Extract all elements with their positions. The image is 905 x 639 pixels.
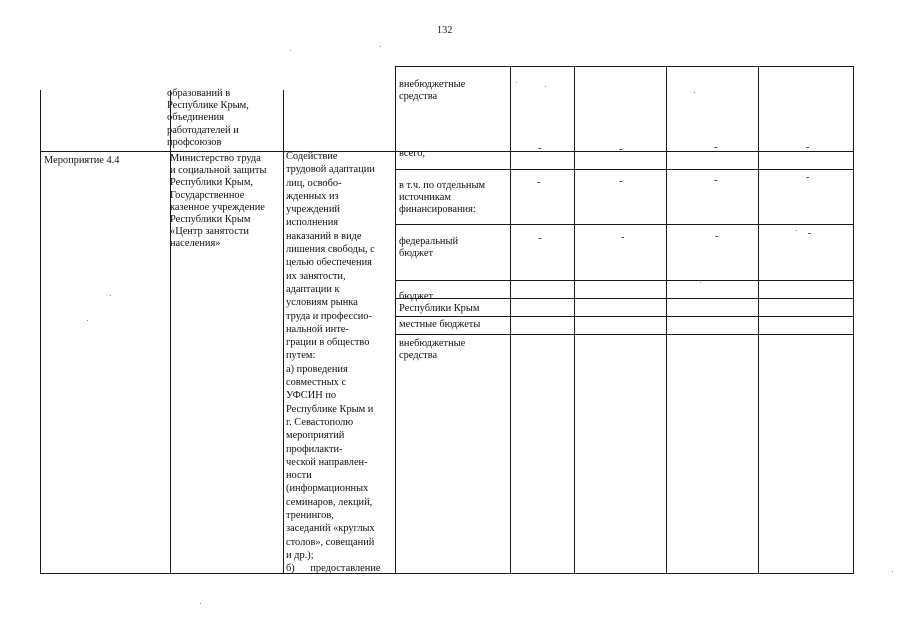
text-line: внебюджетные — [399, 338, 466, 349]
value-cell: - — [619, 144, 623, 155]
text-line: источникам — [399, 192, 451, 204]
text-line: Республике Крым и — [286, 403, 374, 415]
scan-speck — [694, 92, 695, 93]
text-line: тренингов, — [286, 510, 334, 522]
scan-speck — [290, 50, 291, 51]
value-cell: - — [806, 142, 810, 153]
text-line: г. Севастополю — [286, 416, 354, 428]
text-line: Республики Крым — [399, 303, 480, 315]
source-label-local — [399, 319, 509, 331]
measure-description-cell — [286, 150, 394, 576]
value-cell: - — [621, 232, 625, 243]
scan-speck — [200, 603, 201, 604]
text-line: казенное учреждение — [170, 201, 265, 213]
table-line — [395, 169, 854, 170]
budget-table — [40, 66, 854, 574]
text-line: столов», совещаний — [286, 536, 375, 548]
text-line: наказаний в виде — [286, 230, 362, 242]
text-line: учреждений — [286, 204, 340, 216]
text-line: труда и профессио- — [286, 310, 372, 322]
table-line — [853, 66, 854, 574]
table-line — [395, 66, 854, 67]
text-line: внебюджетные — [399, 79, 466, 90]
text-line: ческой направлен- — [286, 456, 368, 468]
text-line: всего, — [399, 148, 425, 159]
text-line: финансирования: — [399, 204, 476, 216]
text-line: объединения — [167, 112, 224, 124]
table-line — [510, 66, 511, 574]
table-line — [758, 66, 759, 574]
text-line: бюджет — [399, 248, 434, 260]
text-line: лишения свободы, с — [286, 244, 375, 256]
text-line: грации в общество — [286, 337, 370, 349]
scan-speck — [796, 230, 797, 231]
measure-executor-cell — [170, 153, 282, 251]
text-line: (информационных — [286, 483, 369, 495]
text-line: федеральный — [399, 236, 459, 247]
text-line: целью обеспечения — [286, 257, 372, 269]
value-cell: - — [808, 228, 812, 239]
table-line — [395, 280, 854, 281]
text-line: и социальной защиты — [170, 165, 267, 177]
scan-speck — [700, 282, 701, 283]
text-line: профилакти- — [286, 443, 343, 455]
text-line: бюджет — [399, 291, 434, 302]
table-line — [395, 66, 396, 574]
value-cell: - — [538, 143, 542, 154]
text-line: и др.); — [286, 549, 314, 561]
scan-speck — [87, 320, 88, 321]
text-line: мероприятий — [286, 430, 345, 442]
text-line: местные бюджеты — [399, 319, 481, 330]
value-cell: - — [714, 142, 718, 153]
text-line: их занятости, — [286, 270, 346, 282]
source-label-crimea — [399, 291, 509, 315]
table-line — [395, 224, 854, 225]
scan-speck — [110, 295, 111, 296]
text-line: населения» — [170, 238, 221, 250]
value-cell: - — [714, 175, 718, 186]
text-line: условиям рынка — [286, 297, 358, 309]
text-line: работодателей и — [167, 124, 239, 136]
table-line — [395, 316, 854, 317]
text-line: средства — [399, 350, 438, 362]
source-label-breakdown — [399, 180, 509, 217]
table-line — [395, 334, 854, 335]
text-line: совместных с — [286, 377, 347, 389]
scan-speck — [892, 571, 893, 572]
value-cell: - — [537, 177, 541, 188]
table-line — [40, 90, 41, 574]
text-line: Республики Крым, — [170, 177, 254, 189]
text-line: ности — [286, 470, 312, 482]
text-line: Государственное — [170, 189, 245, 201]
text-line: б) предоставление — [286, 563, 381, 575]
value-cell: - — [806, 172, 810, 183]
measure-name: Мероприятие 4.4 — [44, 155, 120, 166]
text-line: лиц, освобо- — [286, 177, 342, 189]
table-line — [574, 66, 575, 574]
text-line: образований в — [167, 88, 231, 99]
scan-speck — [516, 82, 517, 83]
text-line: профсоюзов — [167, 136, 222, 148]
text-line: Содействие — [286, 151, 338, 162]
source-label-extrabudget — [399, 338, 509, 362]
text-line: исполнения — [286, 217, 339, 229]
text-line: семинаров, лекций, — [286, 496, 373, 508]
value-cell: - — [619, 176, 623, 187]
text-line: трудовой адаптации — [286, 164, 375, 176]
top-executor-cell — [167, 88, 277, 149]
source-label-federal — [399, 236, 509, 260]
text-line: нальной инте- — [286, 323, 349, 335]
text-line: адаптации к — [286, 283, 340, 295]
text-line: а) проведения — [286, 363, 348, 375]
top-source-cell — [399, 79, 507, 103]
value-cell: - — [715, 231, 719, 242]
text-line: путем: — [286, 350, 316, 362]
table-line — [40, 573, 854, 574]
table-line — [283, 90, 284, 574]
table-line — [666, 66, 667, 574]
text-line: заседаний «круглых — [286, 523, 375, 535]
text-line: Республике Крым, — [167, 100, 249, 112]
scan-speck — [545, 86, 546, 87]
text-line: Министерство труда — [170, 153, 261, 164]
measure-name-cell — [44, 155, 168, 167]
scan-speck — [380, 46, 381, 47]
source-label-total — [399, 148, 509, 160]
text-line: жденных из — [286, 190, 339, 202]
text-line: в т.ч. по отдельным — [399, 180, 486, 191]
text-line: «Центр занятости — [170, 226, 249, 238]
text-line: УФСИН по — [286, 390, 337, 402]
page-number: 132 — [437, 25, 453, 36]
text-line: Республики Крым — [170, 214, 251, 226]
text-line: средства — [399, 91, 438, 103]
value-cell: - — [538, 233, 542, 244]
